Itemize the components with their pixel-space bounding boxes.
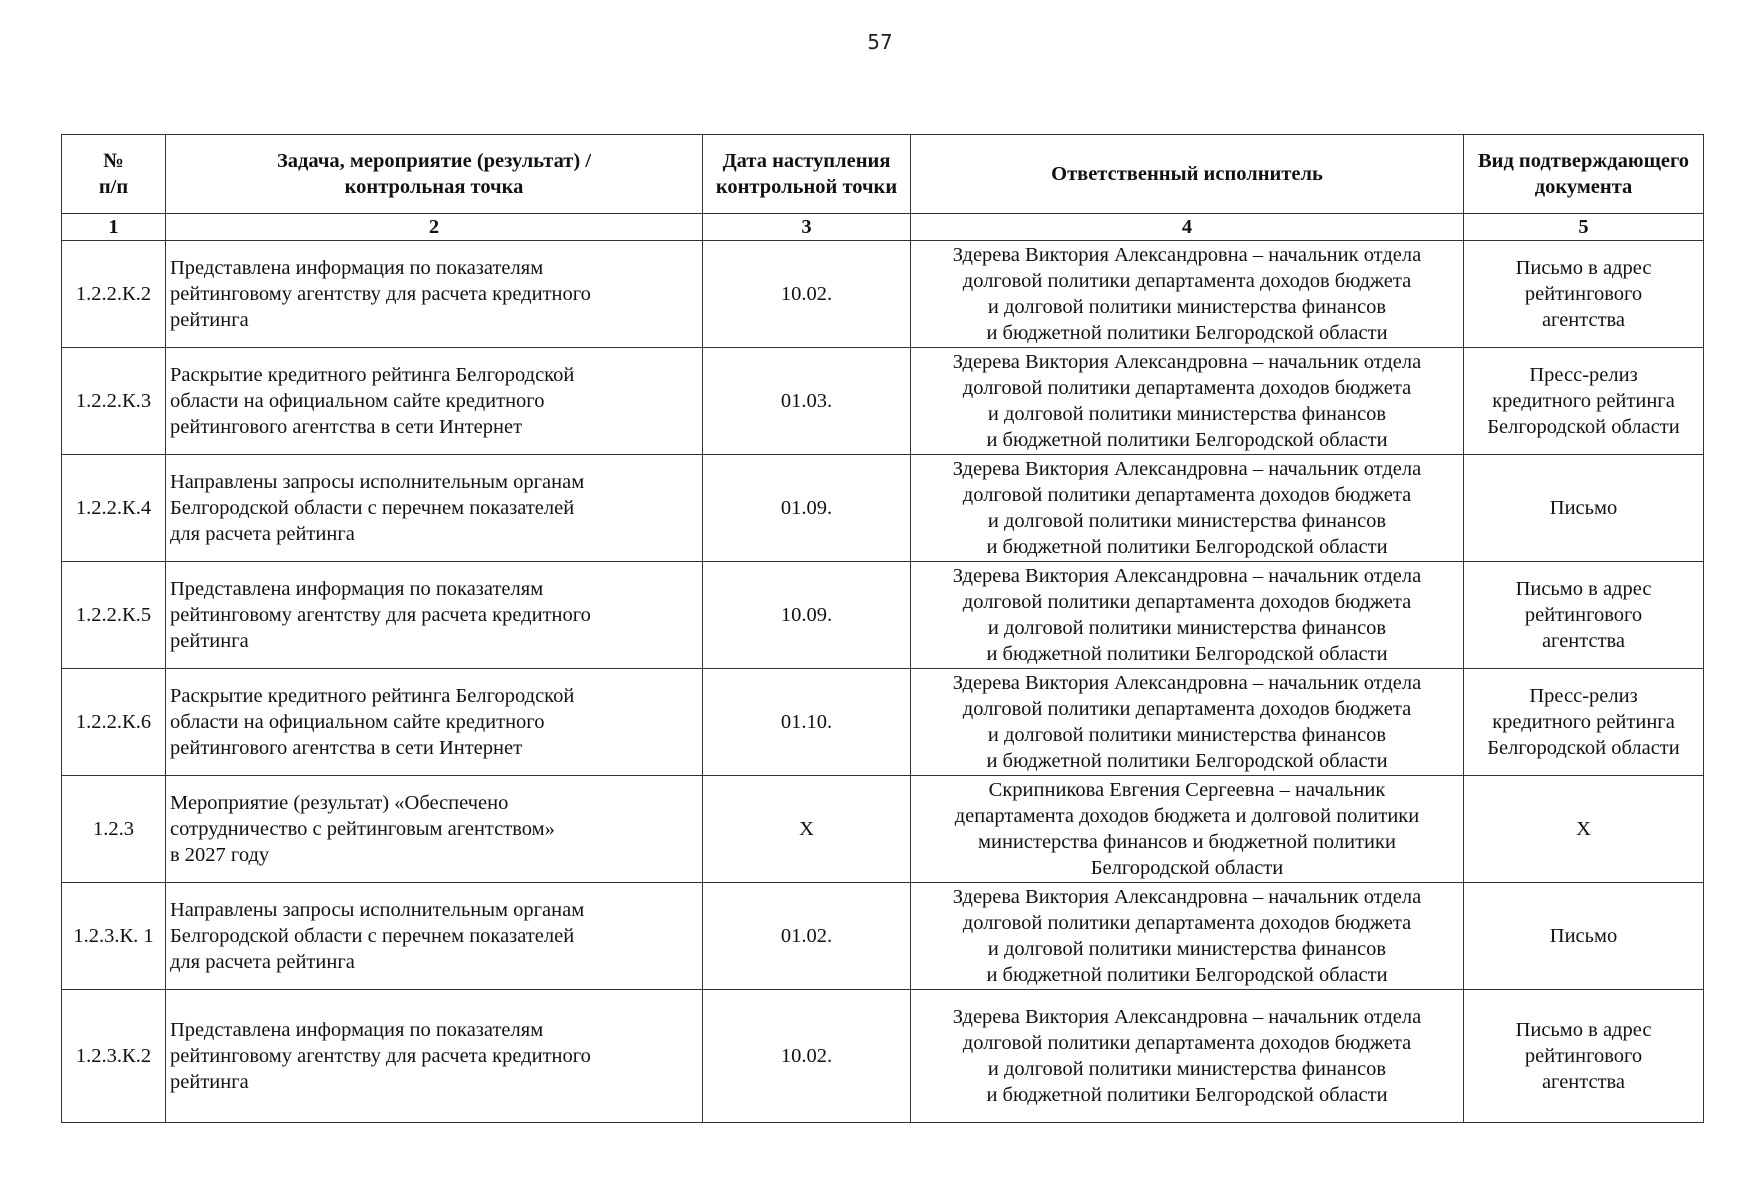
- row-executor: Здерева Виктория Александровна – начальник отдела долговой политики департамента доходов бюджета и долговой политики министерства финансов и бюджетной политики Белгородской области: [911, 241, 1464, 348]
- row-date: 01.09.: [703, 455, 911, 562]
- row-executor: Здерева Виктория Александровна – начальник отдела долговой политики департамента доходов бюджета и долговой политики министерства финансов и бюджетной политики Белгородской области: [911, 348, 1464, 455]
- header-task: Задача, мероприятие (результат) / контрольная точка: [166, 135, 703, 214]
- row-number: 1.2.2.К.3: [62, 348, 166, 455]
- row-date: 10.09.: [703, 562, 911, 669]
- row-number: 1.2.2.К.2: [62, 241, 166, 348]
- table-row: [62, 455, 1704, 562]
- header-executor: Ответственный исполнитель: [911, 135, 1464, 214]
- column-numbers-row: [62, 214, 1704, 241]
- row-executor: Здерева Виктория Александровна – начальник отдела долговой политики департамента доходов бюджета и долговой политики министерства финансов и бюджетной политики Белгородской области: [911, 669, 1464, 776]
- row-date: 10.02.: [703, 241, 911, 348]
- row-executor: Здерева Виктория Александровна – начальник отдела долговой политики департамента доходов бюджета и долговой политики министерства финансов и бюджетной политики Белгородской области: [911, 883, 1464, 990]
- table-row: [62, 990, 1704, 1123]
- column-number: 1: [62, 214, 166, 241]
- column-number: 2: [166, 214, 703, 241]
- row-number: 1.2.2.К.4: [62, 455, 166, 562]
- row-document: Письмо в адрес рейтингового агентства: [1464, 241, 1704, 348]
- row-task: Раскрытие кредитного рейтинга Белгородской области на официальном сайте кредитного рейтингового агентства в сети Интернет: [166, 348, 703, 455]
- row-date: Х: [703, 776, 911, 883]
- row-number: 1.2.2.К.5: [62, 562, 166, 669]
- row-task: Направлены запросы исполнительным органам Белгородской области с перечнем показателей для расчета рейтинга: [166, 883, 703, 990]
- header-date: Дата наступления контрольной точки: [703, 135, 911, 214]
- column-number: 3: [703, 214, 911, 241]
- row-task: Раскрытие кредитного рейтинга Белгородской области на официальном сайте кредитного рейтингового агентства в сети Интернет: [166, 669, 703, 776]
- header-document: Вид подтверждающего документа: [1464, 135, 1704, 214]
- table-row: [62, 241, 1704, 348]
- row-task: Мероприятие (результат) «Обеспечено сотрудничество с рейтинговым агентством» в 2027 году: [166, 776, 703, 883]
- page-number: 57: [867, 30, 893, 54]
- row-executor: Здерева Виктория Александровна – начальник отдела долговой политики департамента доходов бюджета и долговой политики министерства финансов и бюджетной политики Белгородской области: [911, 990, 1464, 1123]
- row-document: Письмо в адрес рейтингового агентства: [1464, 990, 1704, 1123]
- row-executor: Здерева Виктория Александровна – начальник отдела долговой политики департамента доходов бюджета и долговой политики министерства финансов и бюджетной политики Белгородской области: [911, 562, 1464, 669]
- row-number: 1.2.3: [62, 776, 166, 883]
- table-row: [62, 562, 1704, 669]
- row-document: Письмо: [1464, 883, 1704, 990]
- row-task: Представлена информация по показателям рейтинговому агентству для расчета кредитного рейтинга: [166, 241, 703, 348]
- row-executor: Здерева Виктория Александровна – начальник отдела долговой политики департамента доходов бюджета и долговой политики министерства финансов и бюджетной политики Белгородской области: [911, 455, 1464, 562]
- row-number: 1.2.2.К.6: [62, 669, 166, 776]
- header-number: № п/п: [62, 135, 166, 214]
- row-number: 1.2.3.К. 1: [62, 883, 166, 990]
- table-row: [62, 883, 1704, 990]
- row-date: 01.10.: [703, 669, 911, 776]
- row-executor: Скрипникова Евгения Сергеевна – начальник департамента доходов бюджета и долговой политики министерства финансов и бюджетной политики Белгородской области: [911, 776, 1464, 883]
- row-date: 10.02.: [703, 990, 911, 1123]
- column-number: 4: [911, 214, 1464, 241]
- row-document: Пресс-релиз кредитного рейтинга Белгородской области: [1464, 348, 1704, 455]
- row-document: Х: [1464, 776, 1704, 883]
- table-header-row: [62, 135, 1704, 214]
- table-row: [62, 776, 1704, 883]
- row-task: Представлена информация по показателям рейтинговому агентству для расчета кредитного рейтинга: [166, 562, 703, 669]
- table-row: [62, 348, 1704, 455]
- row-document: Письмо: [1464, 455, 1704, 562]
- row-document: Пресс-релиз кредитного рейтинга Белгородской области: [1464, 669, 1704, 776]
- row-task: Направлены запросы исполнительным органам Белгородской области с перечнем показателей для расчета рейтинга: [166, 455, 703, 562]
- control-points-table: [61, 134, 1704, 1123]
- row-date: 01.03.: [703, 348, 911, 455]
- table-row: [62, 669, 1704, 776]
- column-number: 5: [1464, 214, 1704, 241]
- row-task: Представлена информация по показателям рейтинговому агентству для расчета кредитного рейтинга: [166, 990, 703, 1123]
- row-number: 1.2.3.К.2: [62, 990, 166, 1123]
- row-document: Письмо в адрес рейтингового агентства: [1464, 562, 1704, 669]
- row-date: 01.02.: [703, 883, 911, 990]
